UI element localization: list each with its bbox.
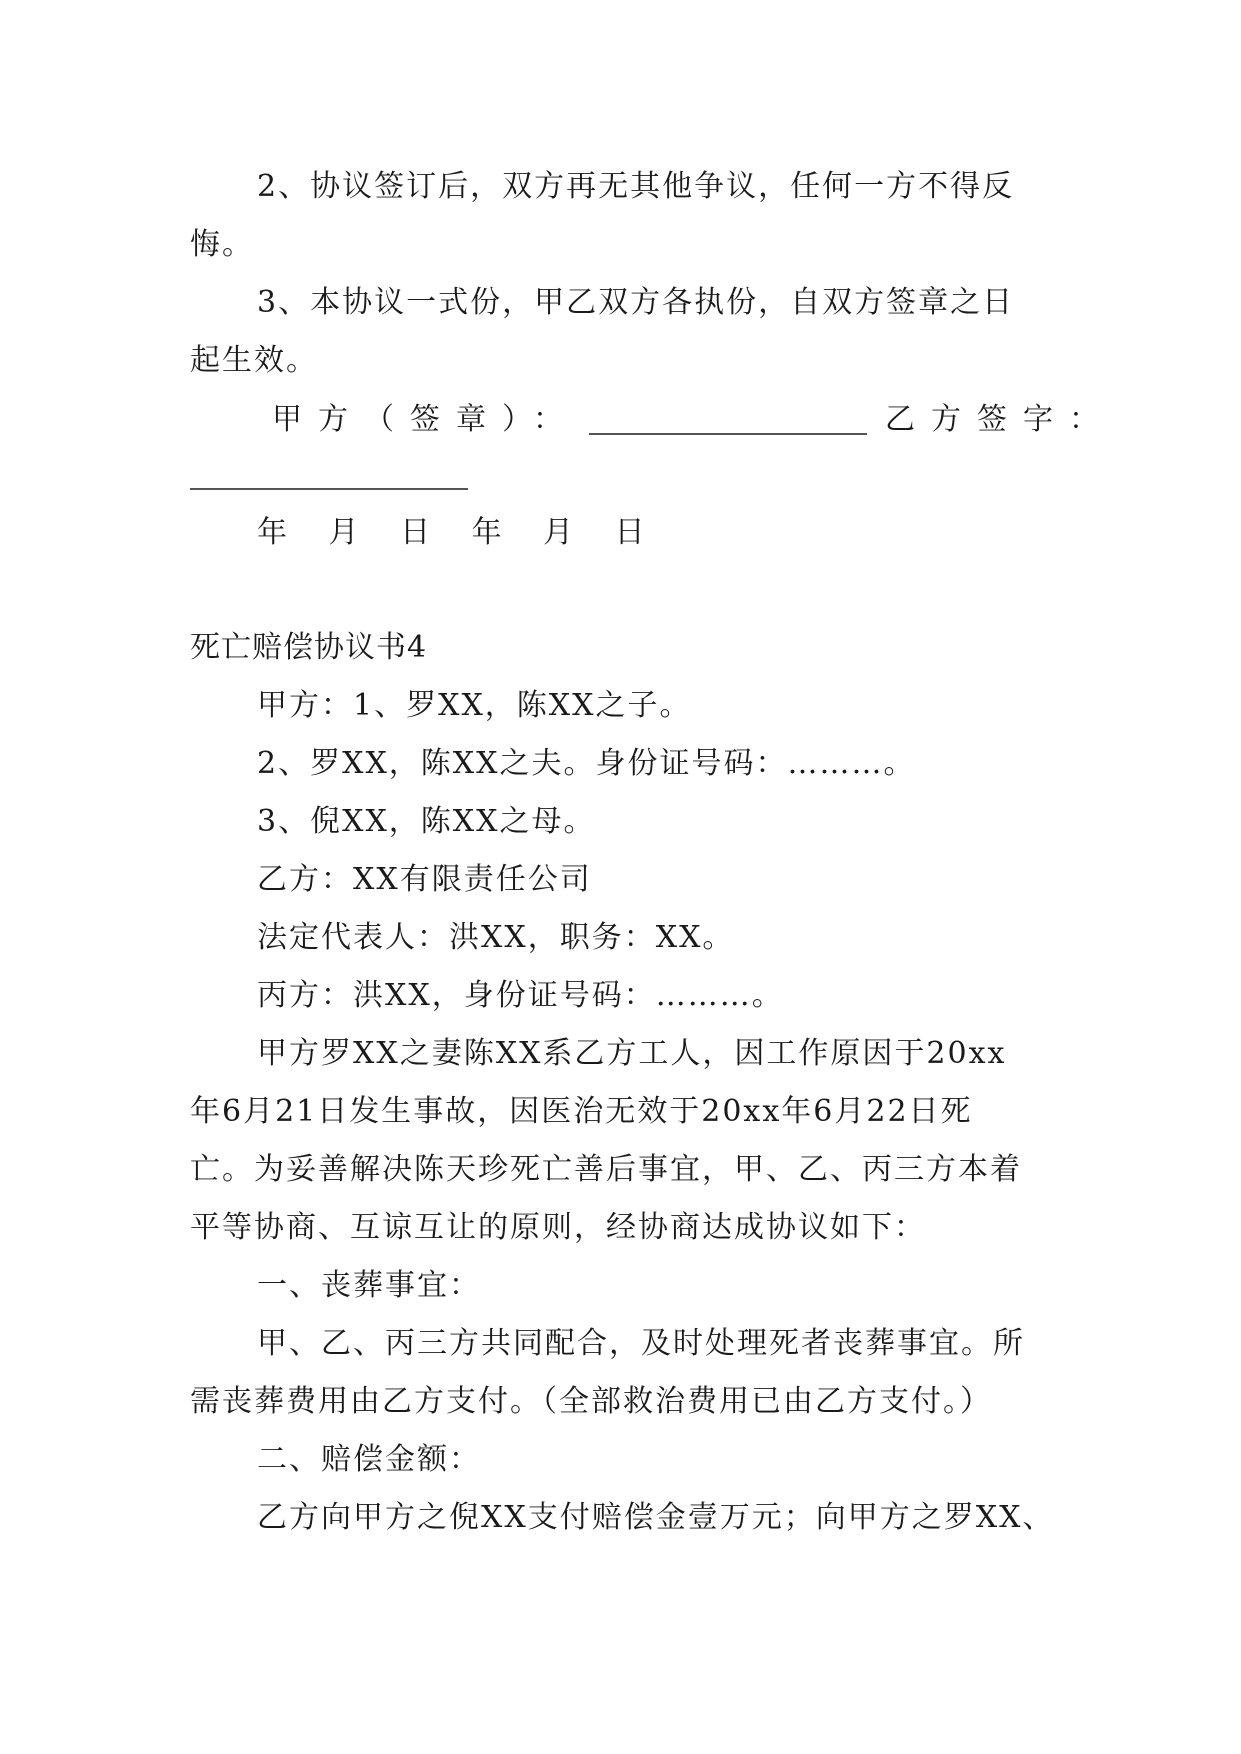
paragraph-line: 甲、乙、丙三方共同配合，及时处理死者丧葬事宜。所: [257, 1326, 1025, 1361]
paragraph-line: 乙方向甲方之倪XX支付赔偿金壹万元；向甲方之罗XX、: [257, 1500, 1055, 1535]
paragraph-line: 丙方：洪XX，身份证号码：………。: [257, 978, 784, 1013]
paragraph-line: 亡。为妥善解决陈天珍死亡善后事宜，甲、乙、丙三方本着: [190, 1152, 1022, 1187]
paragraph-line: 需丧葬费用由乙方支付。（全部救治费用已由乙方支付。）: [190, 1384, 992, 1419]
paragraph-line: 法定代表人：洪XX，职务：XX。: [257, 920, 735, 955]
signature-row: [272, 400, 1115, 440]
paragraph-line: 年6月21日发生事故，因医治无效于20xx年6月22日死: [190, 1094, 973, 1129]
paragraph-line: 3、本协议一式份，甲乙双方各执份，自双方签章之日: [257, 285, 1015, 320]
paragraph-line: 3、倪XX，陈XX之母。: [257, 804, 596, 839]
party-a-signature-line: [589, 433, 867, 435]
paragraph-line: 甲方罗XX之妻陈XX系乙方工人，因工作原因于20xx: [257, 1036, 1007, 1071]
party-b-signature-label: 乙方签字：: [885, 402, 1115, 437]
paragraph-line: 悔。: [190, 227, 254, 262]
paragraph-line: 一、丧葬事宜：: [257, 1268, 481, 1303]
paragraph-line: 二、赔偿金额：: [257, 1442, 481, 1477]
paragraph-line: 2、罗XX，陈XX之夫。身份证号码：………。: [257, 746, 916, 781]
date-line: 年 月 日 年 月 日: [257, 515, 661, 550]
party-b-signature-line: [190, 488, 468, 490]
paragraph-line: 甲方：1、罗XX，陈XX之子。: [257, 688, 692, 723]
paragraph-line: 起生效。: [190, 343, 318, 378]
paragraph-line: 乙方：XX有限责任公司: [257, 862, 592, 897]
paragraph-line: 2、协议签订后，双方再无其他争议，任何一方不得反: [257, 169, 1015, 204]
section-title: 死亡赔偿协议书4: [190, 630, 428, 665]
party-a-signature-label: 甲方（签章）：: [272, 402, 579, 437]
paragraph-line: 平等协商、互谅互让的原则，经协商达成协议如下：: [190, 1210, 926, 1245]
